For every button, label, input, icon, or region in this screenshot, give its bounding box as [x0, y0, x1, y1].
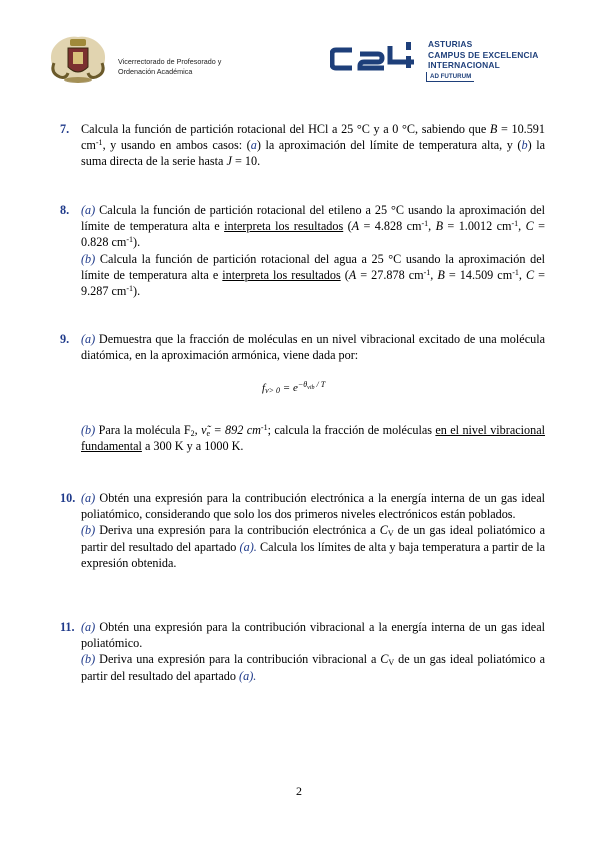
question-number: 10.	[60, 491, 76, 505]
question-11	[60, 619, 545, 684]
page-number: 2	[296, 784, 302, 798]
question-number: 11.	[60, 620, 75, 634]
question-7	[60, 121, 545, 170]
vice-line-2: Ordenación Académica	[118, 67, 193, 76]
question-8	[60, 202, 545, 299]
question-part-b: (b) Deriva una expresión para la contribución vibracional a $C_V$ de un gas ideal poliatómico a partir del resultado del apartado (a).	[81, 652, 546, 683]
campus-line-3: INTERNACIONAL	[428, 60, 500, 71]
question-number: 7.	[60, 122, 70, 136]
question-part-b: (b) Calcula la función de partición rotacional del agua a 25 °C usando la aproximación del límite de temperatura alta e interpreta los resultados (A = 27.878 $cm^{-1}$, B = 14.509 $cm^{-1}$, C = 9.287 $cm^{-1}$).	[81, 251, 545, 299]
vice-line-1: Vicerrectorado de Profesorado y	[118, 57, 222, 66]
question-text: Calcula la función de partición rotacional del HCl a 25 °C y a 0 °C, sabiendo que B = 10.591 $cm^{-1}$, y usando en ambos casos: (a) la aproximación del límite de temperatura alta, y (b) la suma directa de la serie hasta J = 10.	[81, 122, 546, 169]
question-number: 9.	[60, 332, 70, 346]
university-crest-icon	[46, 33, 110, 85]
question-part-a: (a) Obtén una expresión para la contribución vibracional a la energía interna de un gas ideal poliatómico.	[81, 620, 545, 651]
vice-rectorate-label	[118, 57, 221, 77]
underlined-phrase: interpreta los resultados	[224, 219, 344, 234]
campus-line-2: CAMPUS DE EXCELENCIA	[428, 49, 539, 60]
campus-line-1: ASTURIAS	[428, 39, 473, 49]
ad-futurum-tag: AD FUTURUM	[426, 72, 474, 82]
question-9	[60, 331, 545, 363]
question-9-part-b	[60, 422, 545, 454]
question-part-a: (a) Demuestra que la fracción de moléculas en un nivel vibracional excitado de una molécula diatómica, en la aproximación armónica, viene dada por:	[81, 332, 545, 363]
question-number: 8.	[60, 203, 70, 217]
question-part-a: (a) Obtén una expresión para la contribución electrónica a la energía interna de un gas ideal poliatómico, considerando que solo los dos primeros niveles electrónicos están poblados.	[81, 491, 545, 522]
underlined-phrase: en el nivel vibracional fundamental	[81, 423, 546, 454]
question-part-a: (a) Calcula la función de partición rotacional del etileno a 25 °C usando la aproximación del límite de temperatura alta e interpreta los resultados (A = 4.828 $cm^{-1}$, B = 1.0012 $cm^{-1}$, C = 0.828 $cm^{-1}$).	[81, 203, 546, 250]
question-part-b: (b) Deriva una expresión para la contribución electrónica a $C_V$ de un gas ideal poliatómico a partir del resultado del apartado (a). Calcula los límites de alta y baja temperatura a partir de la expresión obtenida.	[81, 523, 545, 570]
c24-logo-icon	[330, 40, 425, 74]
campus-excellence-text	[428, 39, 539, 71]
underlined-phrase: interpreta los resultados	[222, 267, 341, 282]
question-part-b: (b) Para la molécula $F_2$, $\nũ_e = 892$ $cm^{-1}$; calcula la fracción de moléculas en el nivel vibracional fundamental a 300 K y a 1000 K.	[81, 423, 546, 454]
question-10	[60, 490, 545, 571]
vibrational-fraction-formula: $f_{v> 0} = e^{-\theta_{vib} / T}$	[262, 380, 326, 395]
